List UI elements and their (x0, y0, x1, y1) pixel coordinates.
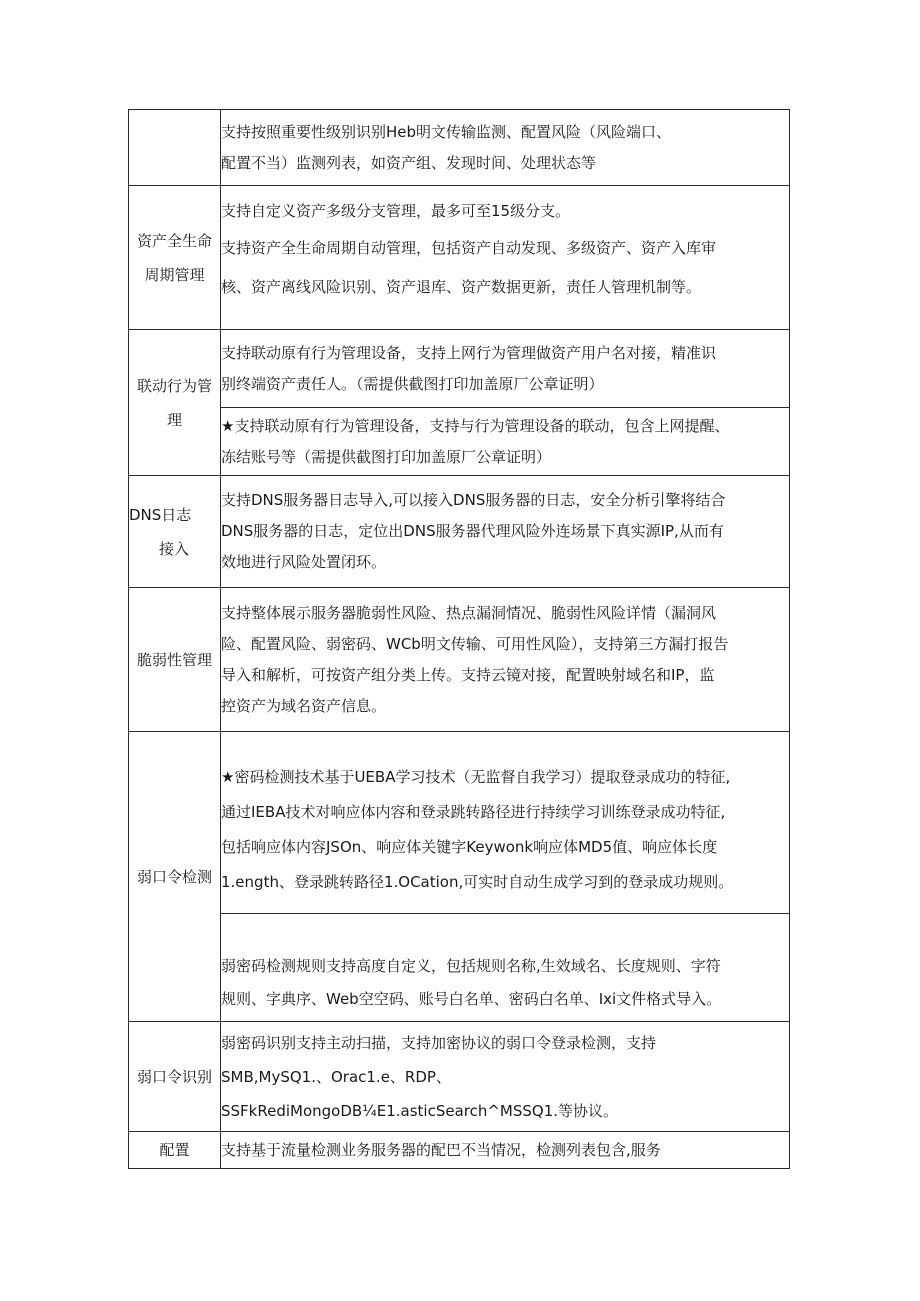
row-label: 脆弱性管理 (136, 650, 212, 669)
content-line: 支持自定义资产多级分支管理，最多可至15级分支。 (221, 202, 571, 220)
content-line: SMB,MySQ1.、Orac1.e、RDP、 (221, 1067, 451, 1086)
row-label-cell (129, 186, 221, 330)
row-label-cell (129, 330, 221, 476)
content-line: 控资产为域名资产信息。 (221, 696, 387, 715)
row-label: 配置 (159, 1141, 190, 1159)
row-label-cell (129, 1132, 221, 1169)
row-content-cell (221, 186, 790, 330)
content-line: 包括响应体内容JSOn、响应体关键字Keywonk响应体MD5值、响应体长度 (221, 837, 718, 856)
content-line: 冻结账号等（需提供截图打印加盖原厂公章证明） (221, 447, 552, 466)
content-line: 规则、字典序、Web空空码、账号白名单、密码白名单、Ixi文件格式导入。 (221, 989, 722, 1008)
content-line: 1.ength、登录跳转路径1.OCation,可实时自动生成学习到的登录成功规则。 (221, 872, 734, 891)
row-label: 接入 (159, 539, 190, 558)
row-label: 资产全生命 (136, 231, 212, 250)
row-label: 联动行为管 (136, 376, 212, 395)
content-line: 支持基于流量检测业务服务器的配巴不当情况，检测列表包含,服务 (221, 1140, 661, 1159)
row-content-cell (221, 732, 790, 914)
row-label: 弱口令检测 (136, 867, 212, 886)
content-line: 导入和解析，可按资产组分类上传。支持云镜对接，配置映射域名和IP，监 (221, 665, 715, 684)
row-content-cell (221, 914, 790, 1022)
row-content-cell (221, 588, 790, 732)
content-line: 支持联动原有行为管理设备，支持上网行为管理做资产用户名对接，精准识 (221, 343, 717, 362)
table-row (129, 186, 790, 330)
table-row (129, 588, 790, 732)
content-line: 险、配置风险、弱密码、WCb明文传输、可用性风险），支持第三方漏打报告 (221, 634, 729, 653)
content-line: SSFkRediMongoDB¼E1.asticSearch^MSSQ1.等协议。 (221, 1101, 619, 1120)
content-line: DNS服务器的日志，定位出DNS服务器代理风险外连场景下真实源IP,从而有 (221, 522, 724, 540)
row-label: DNS日志 (129, 505, 192, 524)
row-label-cell (129, 1022, 221, 1132)
table-row (129, 476, 790, 588)
table-row (129, 1132, 790, 1169)
row-label-cell (129, 588, 221, 732)
content-line: 支持整体展示服务器脆弱性风险、热点漏洞情况、脆弱性风险详情（漏洞风 (221, 603, 717, 622)
table-row (129, 914, 790, 1022)
row-label: 周期管理 (144, 265, 205, 284)
content-line: 别终端资产责任人。（需提供截图打印加盖原厂公章证明） (221, 374, 604, 393)
row-content-cell (221, 1022, 790, 1132)
content-line: 弱密码识别支持主动扫描，支持加密协议的弱口令登录检测，支持 (221, 1033, 657, 1052)
row-label-cell (129, 476, 221, 588)
content-line: 配置不当）监测列表，如资产组、发现时间、处理状态等 (221, 153, 597, 172)
content-line: 支持DNS服务器日志导入,可以接入DNS服务器的日志，安全分析引擎将结合 (221, 491, 726, 509)
row-content-cell (221, 476, 790, 588)
table-row (129, 408, 790, 476)
content-line: ★支持联动原有行为管理设备，支持与行为管理设备的联动，包含上网提醒、 (221, 416, 730, 435)
content-line: 支持按照重要性级别识别Heb明文传输监测、配置风险（风险端口、 (221, 122, 672, 141)
content-line: 通过IEBA技术对响应体内容和登录跳转路径进行持续学习训练登录成功特征, (221, 802, 726, 821)
table-row (129, 110, 790, 186)
spec-table (128, 109, 790, 1169)
table-row (129, 732, 790, 914)
content-line: 支持资产全生命周期自动管理，包括资产自动发现、多级资产、资产入库审 (221, 239, 717, 257)
row-label: 弱口令识别 (136, 1067, 212, 1086)
content-line: ★密码检测技术基于UEBA学习技术（无监督自我学习）提取登录成功的特征, (221, 767, 731, 786)
row-content-cell (221, 330, 790, 408)
row-label-cell (129, 732, 221, 1022)
content-line: 弱密码检测规则支持高度自定义，包括规则名称,生效域名、长度规则、字符 (221, 956, 721, 975)
row-content-cell (221, 408, 790, 476)
row-label-cell (129, 110, 221, 186)
row-content-cell (221, 110, 790, 186)
row-content-cell (221, 1132, 790, 1169)
table-row (129, 330, 790, 408)
row-label: 理 (166, 410, 182, 429)
content-line: 核、资产离线风险识别、资产退库、资产数据更新，责任人管理机制等。 (221, 278, 702, 296)
content-line: 效地进行风险处置闭环。 (221, 553, 387, 571)
table-row (129, 1022, 790, 1132)
